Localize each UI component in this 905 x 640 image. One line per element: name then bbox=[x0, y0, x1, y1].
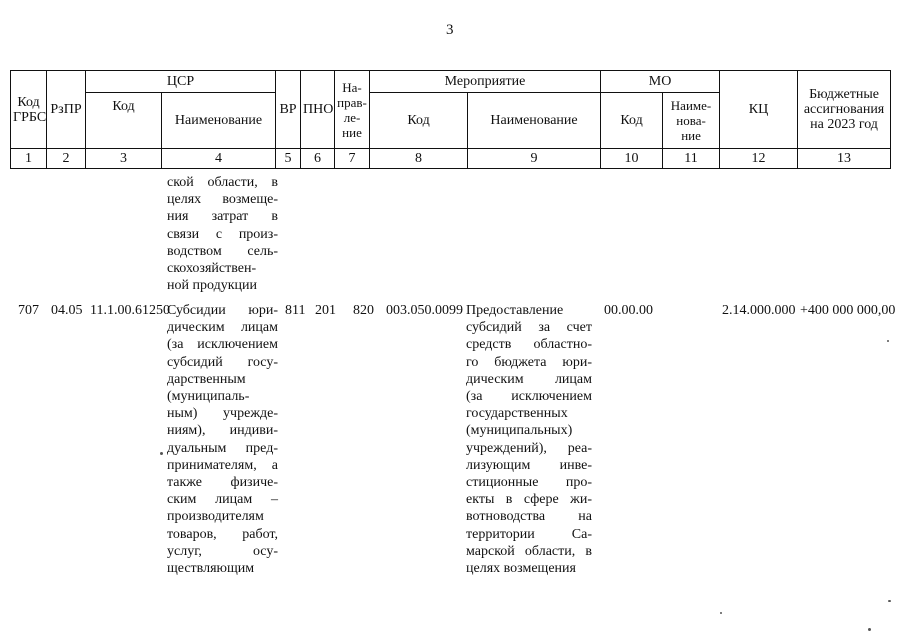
text-line: принимателям, а bbox=[167, 457, 278, 473]
header-mo: МО bbox=[601, 71, 720, 93]
text-line: лизующим инве- bbox=[466, 457, 592, 473]
text-line: услуг, осу- bbox=[167, 543, 278, 559]
row-rzpr: 04.05 bbox=[51, 303, 83, 318]
text-line: ниям), индиви- bbox=[167, 423, 278, 439]
text-line: водством сель- bbox=[167, 243, 278, 259]
text-line: марской области, в bbox=[466, 543, 592, 559]
scan-speck bbox=[887, 340, 889, 342]
text-line: (муниципаль- bbox=[167, 389, 250, 405]
text-line: целях возмеще- bbox=[167, 192, 278, 208]
carryover-name-text bbox=[167, 174, 278, 294]
text-line: скохозяйствен- bbox=[167, 261, 257, 277]
text-line: учреждений), реа- bbox=[466, 440, 592, 456]
header-budget: Бюджетные ассигнования на 2023 год bbox=[798, 71, 891, 149]
col-number: 10 bbox=[601, 149, 663, 169]
row-pno: 201 bbox=[315, 303, 336, 318]
header-kod-grbs: Код ГРБС bbox=[11, 71, 47, 149]
scan-speck bbox=[868, 628, 871, 631]
text-line: ским лицам – bbox=[167, 492, 278, 508]
row-csr-name bbox=[167, 302, 278, 577]
text-line: дуальным пред- bbox=[167, 440, 278, 456]
row-budget: +400 000 000,00 bbox=[800, 303, 896, 318]
text-line: территории Са- bbox=[466, 526, 592, 542]
col-number: 4 bbox=[162, 149, 276, 169]
text-line: вотноводства на bbox=[466, 509, 592, 525]
text-line: субсидий госу- bbox=[167, 354, 278, 370]
col-number: 7 bbox=[335, 149, 370, 169]
text-line: (за исключением bbox=[167, 337, 278, 353]
header-rzpr: РзПР bbox=[47, 71, 86, 149]
header-csr-kod: Код bbox=[86, 93, 162, 149]
header-event-kod: Код bbox=[370, 93, 468, 149]
col-number: 6 bbox=[301, 149, 335, 169]
text-line: екты в сфере жи- bbox=[466, 492, 592, 508]
row-kc: 2.14.000.000 bbox=[722, 303, 796, 318]
column-numbers-row bbox=[11, 149, 891, 169]
text-line: дическим лицам bbox=[167, 320, 278, 336]
text-line: дическим лицам bbox=[466, 371, 592, 387]
budget-table-header bbox=[10, 70, 891, 169]
text-line: ской области, в bbox=[167, 175, 278, 190]
col-number: 3 bbox=[86, 149, 162, 169]
page-number: 3 bbox=[446, 22, 454, 38]
header-csr-name: Наименование bbox=[162, 93, 276, 149]
row-kod-grbs: 707 bbox=[18, 303, 39, 318]
row-mo-kod: 00.00.00 bbox=[604, 303, 653, 318]
text-line: (муниципальных) bbox=[466, 423, 573, 439]
header-napravlenie: На- прав- ле- ние bbox=[335, 71, 370, 149]
row-vr: 811 bbox=[285, 303, 306, 318]
col-number: 11 bbox=[663, 149, 720, 169]
text-line: стиционные про- bbox=[466, 475, 592, 491]
col-number: 2 bbox=[47, 149, 86, 169]
header-csr: ЦСР bbox=[86, 71, 276, 93]
col-number: 12 bbox=[720, 149, 798, 169]
scan-speck bbox=[888, 600, 891, 602]
col-number: 9 bbox=[468, 149, 601, 169]
scan-speck bbox=[720, 612, 722, 614]
header-pno: ПНО bbox=[301, 71, 335, 149]
text-line: связи с произ- bbox=[167, 226, 278, 242]
row-csr-kod: 11.1.00.61250 bbox=[90, 303, 170, 318]
header-event: Мероприятие bbox=[370, 71, 601, 93]
text-line: товаров, работ, bbox=[167, 526, 278, 542]
text-line: дарственным bbox=[167, 371, 246, 387]
text-line: го бюджета юри- bbox=[466, 354, 592, 370]
text-line: (за исключением bbox=[466, 389, 592, 405]
scan-speck bbox=[160, 452, 163, 455]
text-line: также физиче- bbox=[167, 475, 278, 491]
text-line: субсидий за счет bbox=[466, 320, 592, 336]
header-mo-kod: Код bbox=[601, 93, 663, 149]
col-number: 8 bbox=[370, 149, 468, 169]
header-vr: ВР bbox=[276, 71, 301, 149]
row-event-kod: 003.050.0099 bbox=[386, 303, 463, 318]
text-line: Предоставление bbox=[466, 303, 564, 318]
col-number: 1 bbox=[11, 149, 47, 169]
text-line: государственных bbox=[466, 406, 568, 422]
header-mo-name: Наиме- нова- ние bbox=[663, 93, 720, 149]
text-line: производителям bbox=[167, 509, 264, 525]
text-line: Субсидии юри- bbox=[167, 303, 278, 318]
row-napravlenie: 820 bbox=[353, 303, 374, 318]
col-number: 13 bbox=[798, 149, 891, 169]
text-line: ным) учрежде- bbox=[167, 406, 278, 422]
text-line: ществляющим bbox=[167, 561, 255, 577]
text-line: ной продукции bbox=[167, 278, 257, 294]
text-line: целях возмещения bbox=[466, 561, 576, 577]
text-line: ния затрат в bbox=[167, 209, 278, 225]
row-event-name bbox=[466, 302, 592, 577]
header-kc: КЦ bbox=[720, 71, 798, 149]
col-number: 5 bbox=[276, 149, 301, 169]
header-event-name: Наименование bbox=[468, 93, 601, 149]
text-line: средств областно- bbox=[466, 337, 592, 353]
